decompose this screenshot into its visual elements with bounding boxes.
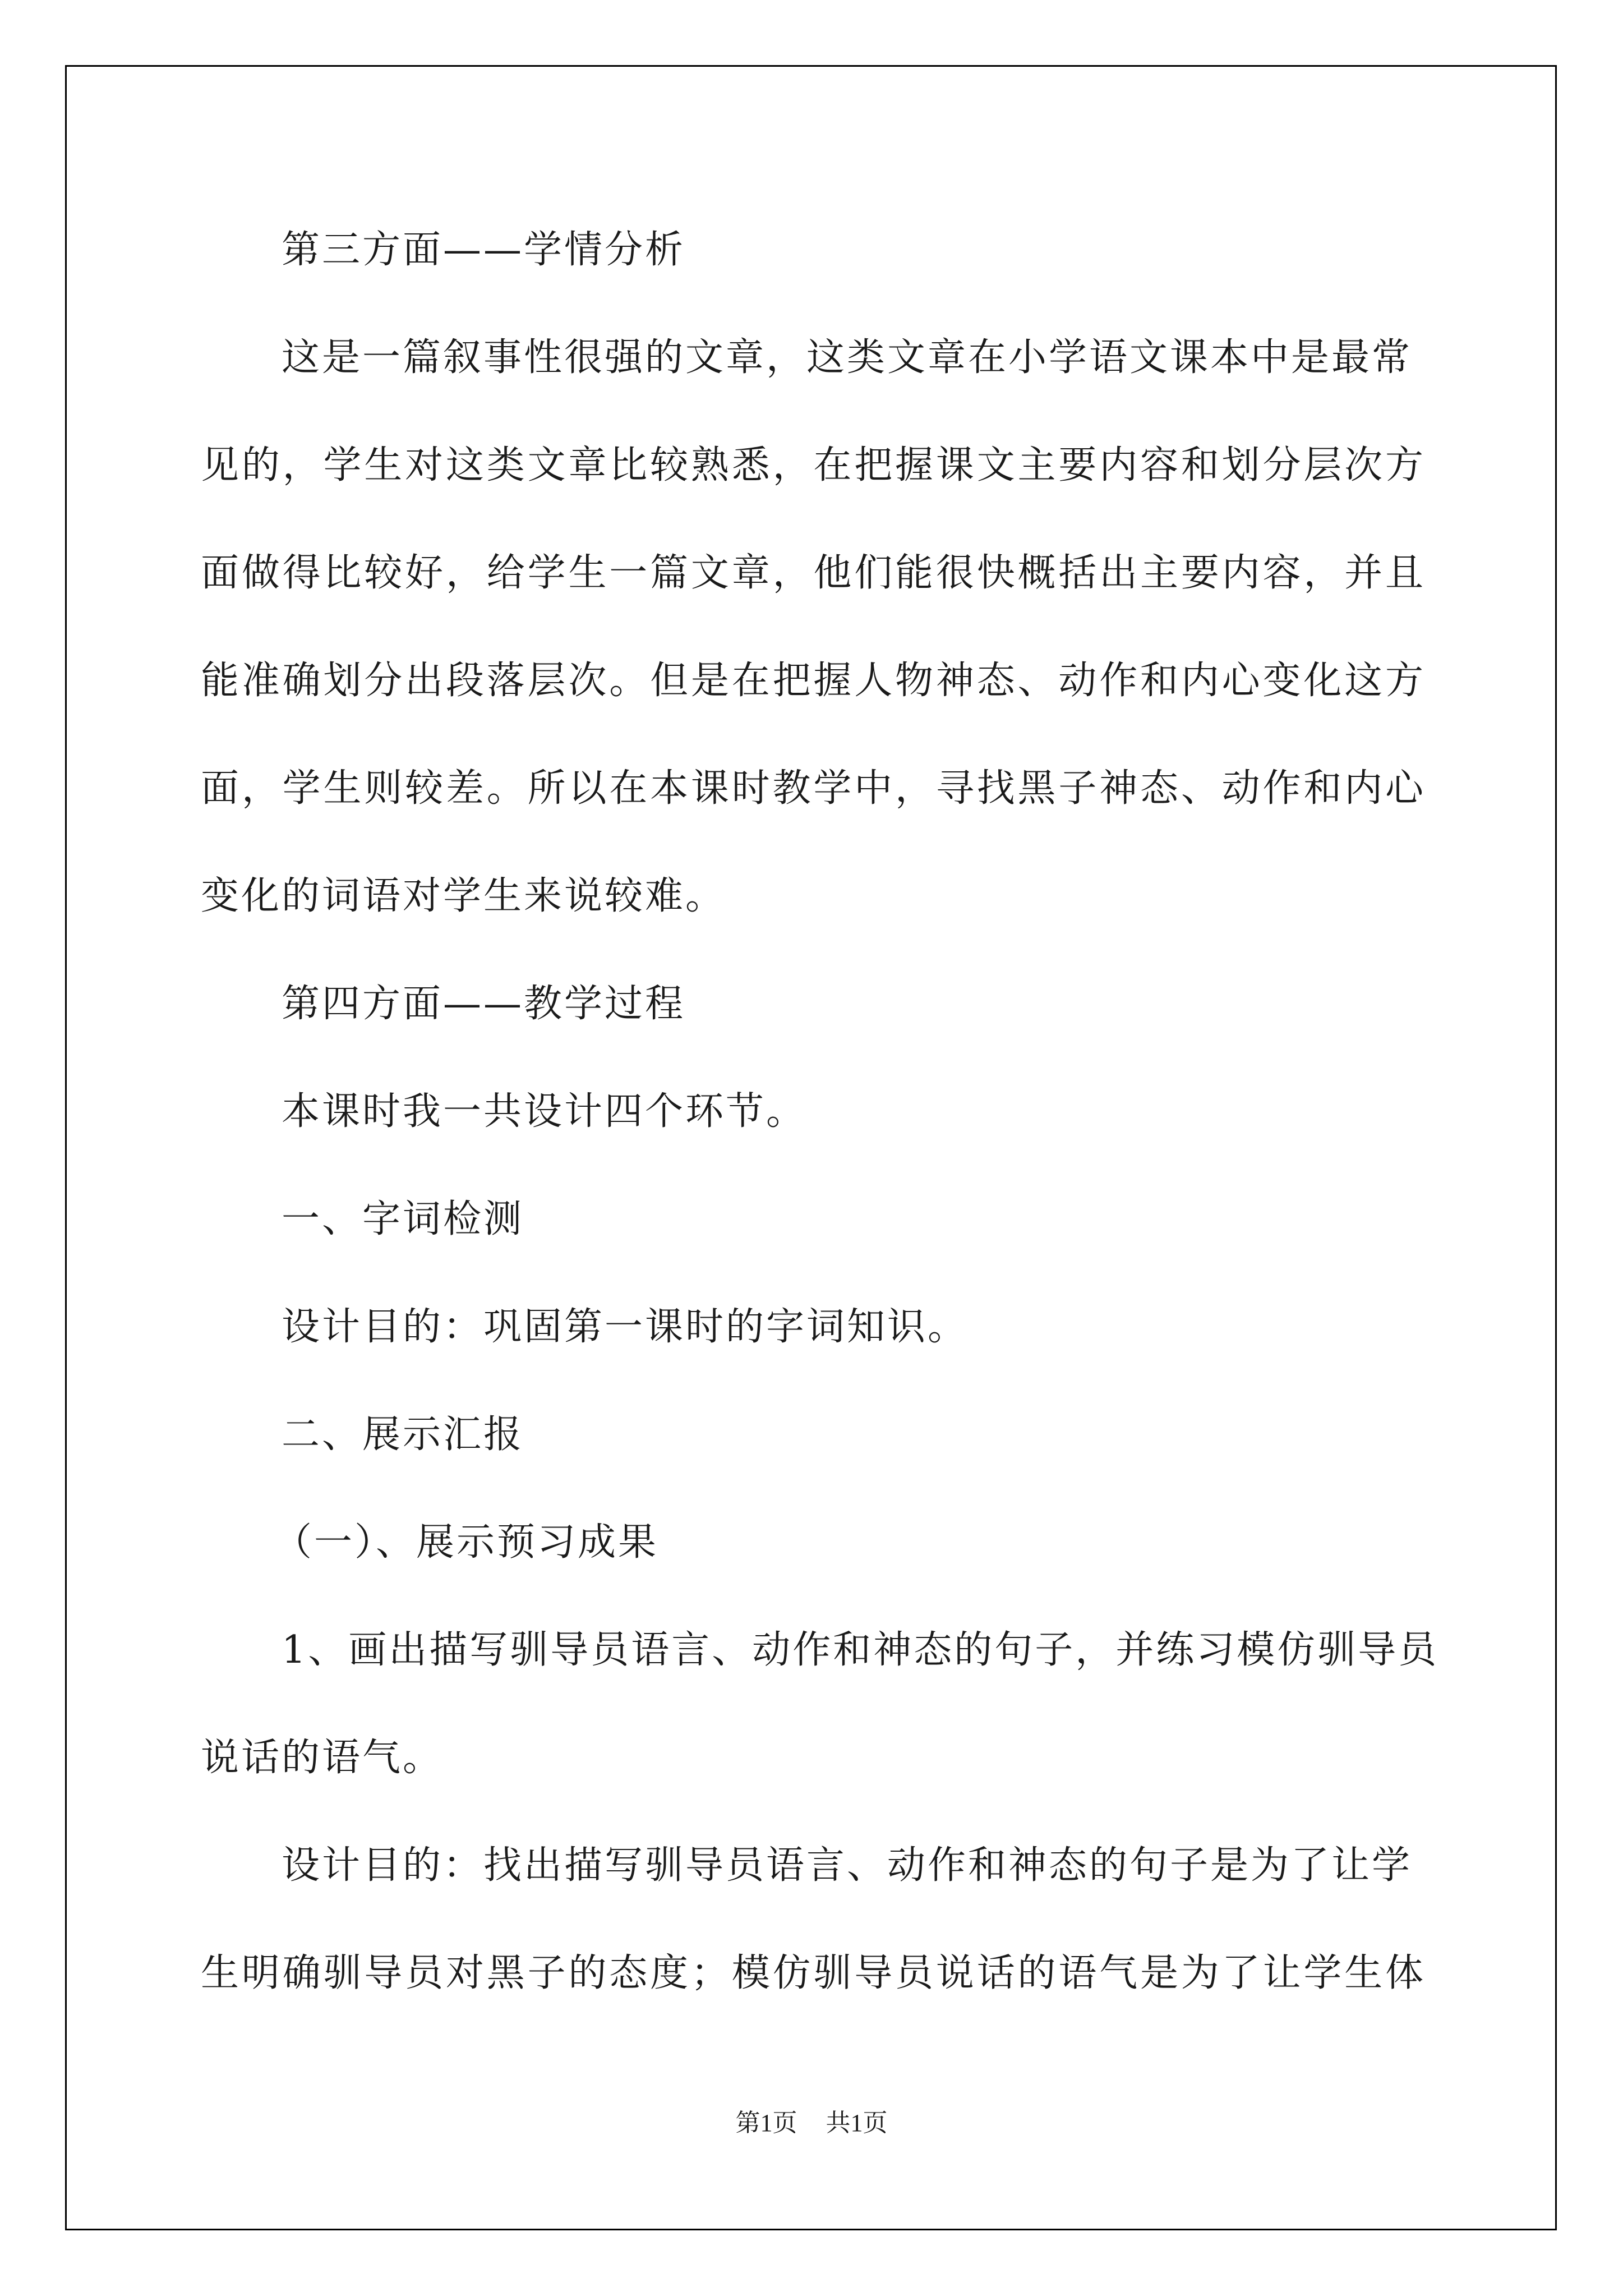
paragraph-line: 设计目的：找出描写驯导员语言、动作和神态的句子是为了让学	[282, 1843, 1413, 1888]
page-number-current: 第1页	[735, 2109, 797, 2137]
paragraph-line: 1、画出描写驯导员语言、动作和神态的句子，并练习模仿驯导员	[282, 1628, 1439, 1672]
paragraph-line: 见的，学生对这类文章比较熟悉，在把握课文主要内容和划分层次方	[201, 443, 1423, 487]
paragraph-line: 变化的词语对学生来说较难。	[201, 874, 726, 918]
paragraph-line: 能准确划分出段落层次。但是在把握人物神态、动作和内心变化这方	[201, 659, 1423, 703]
page-border	[65, 65, 1557, 2230]
paragraph-line: 面，学生则较差。所以在本课时教学中，寻找黑子神态、动作和内心	[201, 766, 1423, 811]
paragraph-line: 生明确驯导员对黑子的态度；模仿驯导员说话的语气是为了让学生体	[201, 1951, 1423, 1995]
page-number-total: 共1页	[826, 2109, 888, 2137]
paragraph-line: 本课时我一共设计四个环节。	[282, 1089, 807, 1134]
paragraph-line: 这是一篇叙事性很强的文章，这类文章在小学语文课本中是最常	[282, 335, 1413, 380]
step-heading: 二、展示汇报	[282, 1412, 524, 1457]
page-footer	[0, 2106, 1623, 2140]
paragraph-line: 面做得比较好，给学生一篇文章，他们能很快概括出主要内容，并且	[201, 551, 1423, 595]
step-heading: 一、字词检测	[282, 1197, 524, 1241]
section-heading-teaching-process: 第四方面——教学过程	[282, 982, 686, 1026]
paragraph-line: 说话的语气。	[201, 1736, 444, 1780]
sub-step-heading: （一）、展示预习成果	[274, 1520, 659, 1565]
section-heading-learning-analysis: 第三方面——学情分析	[282, 228, 686, 272]
paragraph-line: 设计目的：巩固第一课时的字词知识。	[282, 1305, 969, 1349]
